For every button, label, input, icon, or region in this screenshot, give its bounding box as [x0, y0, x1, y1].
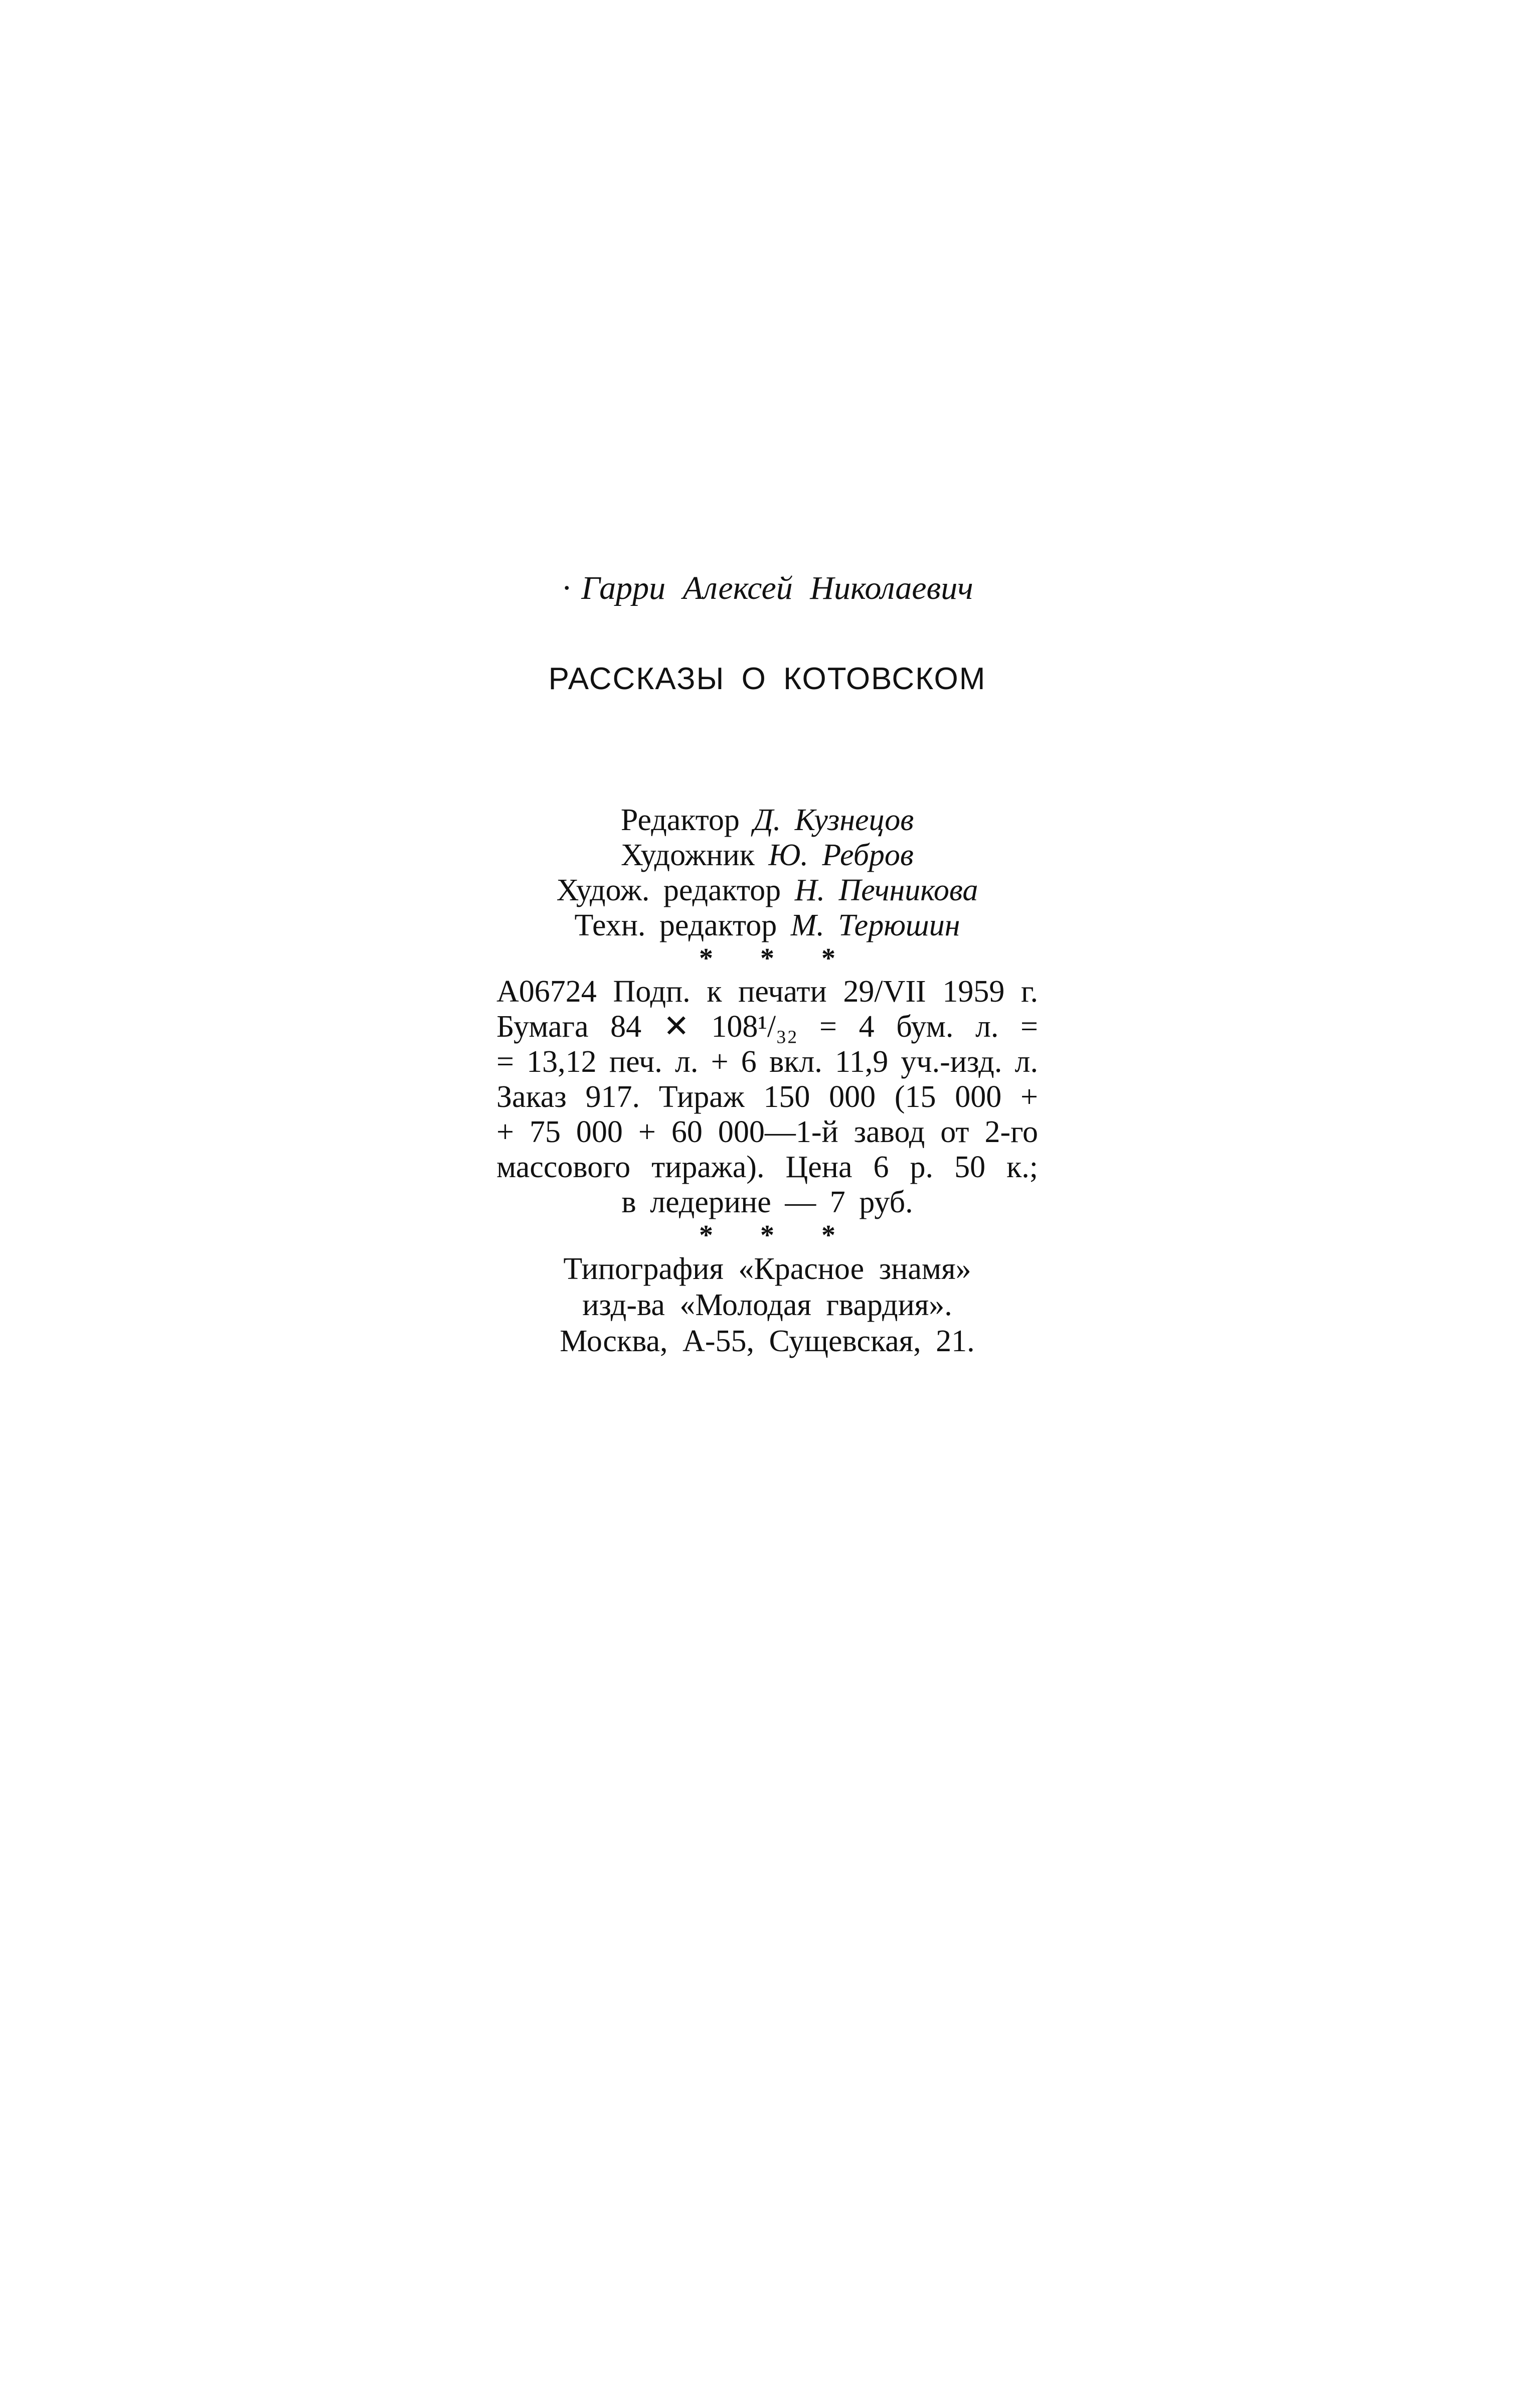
credit-name: Ю. Ребров	[768, 838, 914, 872]
imprint-line: массового тиража). Цена 6 р. 50 к.;	[496, 1150, 1038, 1184]
printer-info	[496, 1251, 1038, 1359]
imprint-line: + 75 000 + 60 000—1-й завод от 2-го	[496, 1115, 1038, 1149]
imprint-line: Бумага 84 ✕ 108¹/₃₂ = 4 бум. л. =	[496, 1010, 1038, 1044]
imprint-line: Заказ 917. Тираж 150 000 (15 000 +	[496, 1080, 1038, 1114]
book-title: РАССКАЗЫ О КОТОВСКОМ	[548, 662, 986, 696]
separator-stars: * * *	[699, 943, 856, 974]
imprint-last-line: в ледерине — 7 руб.	[621, 1185, 913, 1219]
credit-artist	[496, 838, 1038, 873]
credit-name: М. Терюшин	[790, 908, 960, 942]
author-tick-mark: ·	[561, 570, 573, 606]
credit-role: Техн. редактор	[574, 908, 777, 942]
credit-name: Д. Кузнецов	[753, 803, 914, 837]
credit-editor	[496, 802, 1038, 838]
imprint-line: = 13,12 печ. л. + 6 вкл. 11,9 уч.-изд. л.	[496, 1045, 1038, 1079]
credit-role: Художник	[621, 838, 755, 872]
author-name: Гарри Алексей Николаевич	[581, 570, 973, 606]
credit-name: Н. Печникова	[794, 873, 978, 907]
imprint-details	[496, 974, 1038, 1220]
colophon	[496, 802, 1038, 1359]
printer-line: Типография «Красное знамя»	[563, 1252, 971, 1286]
credit-tech-editor	[496, 908, 1038, 943]
imprint-line: А06724 Подп. к печати 29/VII 1959 г.	[496, 975, 1038, 1009]
printer-line: Москва, А-55, Сущевская, 21.	[560, 1324, 975, 1358]
separator-stars: * * *	[699, 1220, 856, 1251]
author-line	[496, 569, 1038, 607]
credit-role: Худож. редактор	[556, 873, 781, 907]
printer-line: изд-ва «Молодая гвардия».	[582, 1288, 952, 1322]
credit-role: Редактор	[620, 803, 740, 837]
credit-art-editor	[496, 873, 1038, 908]
